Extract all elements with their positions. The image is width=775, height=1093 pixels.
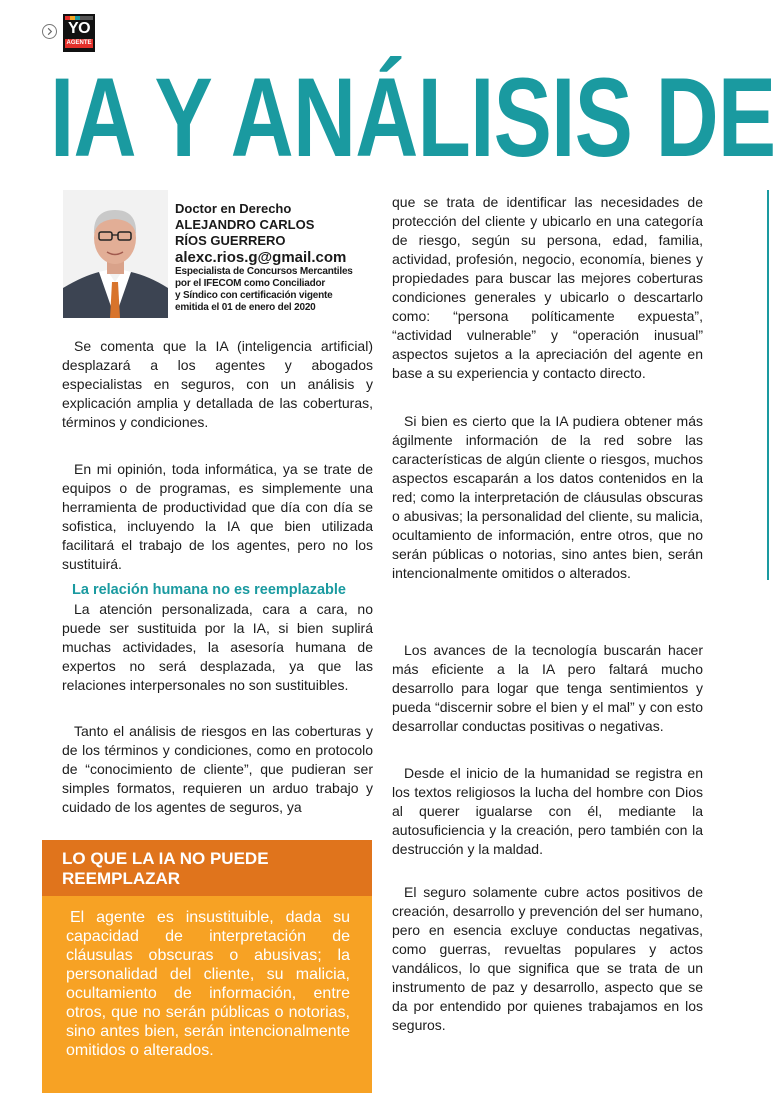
author-desc-2: por el IFECOM como Conciliador [175,278,326,289]
chevron-right-icon [45,27,54,36]
article-headline: IA Y ANÁLISIS DE [50,55,775,180]
logo-subtitle: AGENTE [66,40,92,46]
right-paragraph-3 [392,641,703,736]
highlight-title-line2: REEMPLAZAR [62,869,181,888]
section-subheading: La relación humana no es reemplazable [72,582,346,598]
magazine-logo [63,14,95,52]
left-paragraph-2 [62,460,373,574]
left-paragraph-4 [62,722,373,817]
right-paragraph-5 [392,883,703,1035]
left-paragraph-1 [62,337,373,432]
next-page-button[interactable] [42,24,57,39]
paragraph-text: Los avances de la tecnología buscarán hacer más eficiente a la IA pero faltará mucho desarrollo para logar que tenga sentimientos y pueda “discernir sobre el bien y el mal” y con esto desarrollar conductas positivas o negativas. [392,642,703,734]
column-accent-bar [767,190,769,580]
paragraph-text: Desde el inicio de la humanidad se registra en los textos religiosos la lucha del hombre con Dios al querer igualarse con él, mediante la autosuficiencia y la creación, pero también con la destrucción y la maldad. [392,765,703,857]
author-email[interactable]: alexc.rios.g@gmail.com [175,249,347,266]
author-desc-3: y Síndico con certificación vigente [175,290,333,301]
highlight-box-title [42,840,372,896]
right-paragraph-1 [392,193,703,383]
paragraph-text: Si bien es cierto que la IA pudiera obtener más ágilmente información de la red sobre las características de algún cliente o riesgos, muchos aspectos escaparán a los datos contenidos en la red; como la interpretación de cláusulas obscuras o abusivas; la personalidad del cliente, su malicia, ocultamiento de información, entre otros, que no serán públicas o notorias, sino antes bien, serán intencionalmente omitidos o alterados. [392,413,703,581]
highlight-text: El agente es insustituible, dada su capacidad de interpretación de cláusulas obscuras o abusivas; la personalidad del cliente, su malicia, ocultamiento de información, entre otros, que no serán públicas o notorias, sino antes bien, serán intencionalmente omitidos o alterados. [66,909,350,1059]
right-paragraph-4 [392,764,703,859]
right-paragraph-2 [392,412,703,583]
highlight-box-body [42,896,372,1093]
logo-title: YO [67,20,91,37]
paragraph-text: Tanto el análisis de riesgos en las coberturas y de los términos y condiciones, como en protocolo de “conocimiento de cliente”, que pudieran ser simples formatos, requieren un arduo trabajo y cuidado de los agentes de seguros, ya [62,723,373,815]
paragraph-text: En mi opinión, toda informática, ya se trate de equipos o de programas, es simplemente una herramienta de productividad que día con día se sofistica, incluyendo la IA que bien utilizada facilitará el trabajo de los agentes, pero no los sustituirá. [62,461,373,572]
author-degree: Doctor en Derecho [175,201,292,216]
author-name-line1: ALEJANDRO CARLOS [175,217,315,232]
author-desc-4: emitida el 01 de enero del 2020 [175,302,316,313]
author-bio [175,201,385,314]
paragraph-text: La atención personalizada, cara a cara, no puede ser sustituida por la IA, si bien suplirá muchas actividades, la asesoría humana de expertos no será desplazada, ya que las relaciones interpersonales no son sustituibles. [62,601,373,693]
paragraph-text: Se comenta que la IA (inteligencia artificial) desplazará a los agentes y abogados especialistas en seguros, con un análisis y explicación amplia y detallada de las coberturas, términos y condiciones. [62,338,373,430]
author-desc-1: Especialista de Concursos Mercantiles [175,266,353,277]
author-name-line2: RÍOS GUERRERO [175,233,286,248]
highlight-title-line1: LO QUE LA IA NO PUEDE [62,849,269,868]
left-paragraph-3 [62,600,373,695]
paragraph-text: El seguro solamente cubre actos positivos de creación, desarrollo y prevención del ser humano, pero en esencia excluye conductas negativas, como guerras, revueltas populares y actos vandálicos, lo que significa que se trata de un instrumento de paz y desarrollo, aspecto que se da por entendido por quienes trabajamos en los seguros. [392,884,703,1033]
author-photo [63,190,168,318]
paragraph-text: que se trata de identificar las necesidades de protección del cliente y ubicarlo en una categoría de riesgo, según su persona, edad, familia, actividad, profesión, negocio, economía, bienes y propiedades para buscar las mejores coberturas condiciones generales y ubicarlo o descartarlo como: “persona políticamente expuesta”, “actividad vulnerable” y “operación inusual” aspectos sujetos a la apreciación del agente en base a su experiencia y contacto directo. [392,194,703,381]
